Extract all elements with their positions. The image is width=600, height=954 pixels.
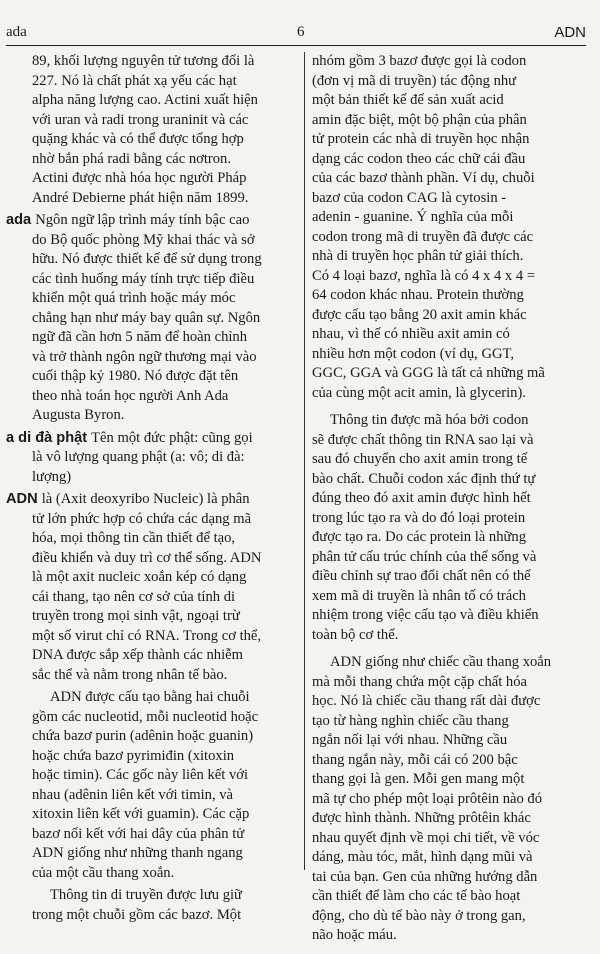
- text-line: điều khiển và duy trì cơ thể sống. ADN: [32, 549, 262, 566]
- text-line: não hoặc máu.: [312, 927, 397, 943]
- text-line: mà mỗi thang chứa một cặp chất hóa: [312, 673, 527, 690]
- header-rule: [6, 45, 586, 46]
- continued-entry-actini: [6, 52, 298, 208]
- dictionary-entry: [6, 429, 298, 488]
- text-line: với uran và radi trong uraninit và các: [32, 111, 249, 128]
- text-line: đúng theo đó axit amin được hình hết: [312, 490, 531, 506]
- text-line: alpha năng lượng cao. Actini xuất hiện: [32, 92, 258, 108]
- paragraph: [312, 411, 588, 645]
- text-line: nhau (adênin liên kết với timin, và: [32, 786, 234, 803]
- text-line: tử protein các nhà di truyền học nhận: [312, 131, 530, 147]
- text-line: truyền trong mọi sinh vật, ngoại trừ: [32, 608, 240, 624]
- entry-first-line: a di đà phật Tên một đức phật: cũng gọi: [6, 429, 253, 446]
- text-line: hóa, mọi thông tin cần thiết để tạo,: [32, 530, 236, 546]
- text-line: một bản thiết kế để sản xuất acid: [312, 92, 504, 108]
- text-line: và trở thành ngôn ngữ thương mại vào: [32, 348, 257, 365]
- text-line: được tạo ra. Do các protein là những: [312, 529, 526, 545]
- text-line: ADN giống như những thanh ngang: [32, 845, 243, 861]
- text-line: là vô lượng quang phật (a: vô; di đà:: [32, 449, 245, 465]
- text-line: dạng các codon theo các chữ cái đầu: [312, 150, 526, 167]
- text-line: nhóm gồm 3 bazơ được gọi là codon: [312, 53, 527, 69]
- text-line: 89, khối lượng nguyên tử tương đối là: [32, 53, 255, 69]
- text-line: sắc thể và nằm trong nhân tế bào.: [32, 666, 228, 683]
- text-line: thang gọi là gen. Mỗi gen mang một: [312, 771, 525, 787]
- text-line: trong một chuỗi gồm các bazơ. Một: [32, 906, 242, 923]
- header-first-entry: ada: [6, 24, 27, 40]
- text-line: nhiều hơn một codon (ví dụ, GGT,: [312, 345, 515, 362]
- text-line: toàn bộ cơ thể.: [312, 626, 399, 643]
- text-line: lượng): [32, 468, 72, 485]
- text-line: nhiệm trong việc cấu tạo và điều khiển: [312, 607, 539, 623]
- text-line: ngắn nối lại với nhau. Những cầu: [312, 732, 508, 748]
- entry-headword: ADN: [6, 491, 42, 507]
- text-line: khiển một quá trình hoặc máy móc: [32, 290, 236, 306]
- text-line: quặng khác và có thể được tổng hợp: [32, 131, 244, 147]
- text-line: cần thiết để làm cho các tế bào hoạt: [312, 888, 521, 904]
- dictionary-entry: [6, 490, 298, 685]
- text-line: DNA được sắp xếp thành các nhiễm: [32, 647, 243, 663]
- text-line: 227. Nó là chất phát xạ yếu các hạt: [32, 72, 237, 89]
- text-line: chứa bazơ purin (adênin hoặc guanin): [32, 728, 254, 744]
- text-line: Augusta Byron.: [32, 407, 125, 423]
- text-line: của các bazơ thành phần. Ví dụ, chuỗi: [312, 170, 535, 186]
- text-line: bazơ của codon CAG là cytosin -: [312, 189, 507, 206]
- text-line: của một cầu thang xoắn.: [32, 864, 175, 881]
- paragraph: [312, 52, 588, 403]
- text-line: gồm các nucleotid, mỗi nucleotid hoặc: [32, 708, 259, 725]
- text-line: theo nhà toán học người Anh Ada: [32, 387, 229, 404]
- text-line: amin đặc biệt, một bộ phận của phân: [312, 111, 527, 128]
- text-line: hoặc timin). Các gốc này liên kết với: [32, 767, 249, 783]
- text-line: Thông tin di truyền được lưu giữ: [50, 887, 242, 903]
- text-line: điều chỉnh sự trao đổi chất nên có thể: [312, 568, 531, 584]
- running-header: [6, 24, 586, 44]
- text-line: hữu. Nó được thiết kế để sử dụng trong: [32, 251, 262, 267]
- text-line: do Bộ quốc phòng Mỹ khai thác và sở: [32, 231, 255, 248]
- text-line: một số virut chỉ có RNA. Trong cơ thể,: [32, 627, 262, 644]
- text-line: xem mã di truyền là nhân tố có trách: [312, 587, 526, 604]
- entry-headword: a di đà phật: [6, 429, 92, 446]
- text-line: 64 codon khác nhau. Protein thường: [312, 287, 524, 303]
- entry-first-line: ada Ngôn ngữ lập trình máy tính bậc cao: [6, 212, 250, 228]
- entry-first-line: ADN là (Axit deoxyribo Nucleic) là phân: [6, 491, 250, 507]
- text-line: nhờ bắn phá radi bằng các nơtron.: [32, 150, 232, 167]
- text-line: học. Nó là chiếc cầu thang rất dài được: [312, 693, 541, 709]
- text-line: phân tử cấu trúc chính của thể sống và: [312, 548, 537, 565]
- text-line: Thông tin được mã hóa bởi codon: [330, 412, 529, 428]
- text-line: adenin - guanine. Ý nghĩa của mỗi: [312, 209, 514, 225]
- text-line: GGC, GGA và GGG là tất cả những mã: [312, 365, 545, 381]
- paragraph: [6, 688, 298, 883]
- text-line: sau đó chuyển cho axit amin trong tế: [312, 451, 528, 467]
- text-line: động, cho dù tế bào này ở trong gan,: [312, 907, 526, 924]
- text-line: cái thang, tạo nên cơ sở của tính di: [32, 588, 236, 605]
- text-line: các tình huống máy tính trực tiếp điều: [32, 270, 255, 287]
- text-line: trong lúc tạo ra và do đó loại protein: [312, 509, 526, 526]
- text-line: chẳng hạn như máy bay quân sự. Ngôn: [32, 309, 261, 326]
- text-line: bazơ nối kết với hai dây của phân tử: [32, 825, 245, 842]
- text-line: thang ngắn này, mỗi cái có 200 bậc: [312, 751, 518, 768]
- text-line: cuối thập kỷ 1980. Nó được đặt tên: [32, 368, 239, 384]
- text-line: Có 4 loại bazơ, nghĩa là có 4 x 4 x 4 =: [312, 267, 536, 284]
- text-line: tử lớn phức hợp có chứa các dạng mã: [32, 510, 252, 527]
- text-line: Actini được nhà hóa học người Pháp: [32, 170, 247, 186]
- text-line: ngữ đã cần hơn 5 năm để hoàn chỉnh: [32, 329, 248, 345]
- text-line: ADN giống như chiếc cầu thang xoắn: [330, 654, 552, 670]
- text-line: là một axit nucleic xoắn kép có dạng: [32, 569, 247, 585]
- text-line: mã tự cho phép một loại prôtêin nào đó: [312, 790, 543, 807]
- text-line: nhau, vì thế có nhiều axit amin có: [312, 326, 510, 342]
- text-line: dáng, màu tóc, mắt, hình dạng mũi và: [312, 849, 533, 865]
- text-line: sẽ được chất thông tin RNA sao lại và: [312, 431, 534, 448]
- text-line: hoặc chứa bazơ pyrimiđin (xitoxin: [32, 747, 235, 764]
- text-line: được cấu tạo bằng 20 axit amin khác: [312, 306, 527, 323]
- text-line: của cùng một acit amin, là glycerin).: [312, 384, 526, 401]
- text-line: André Debierne phát hiện năm 1899.: [32, 189, 249, 206]
- dictionary-entry: [6, 211, 298, 426]
- text-line: tai của bạn. Gen của những hướng dẫn: [312, 868, 538, 885]
- text-line: tạo từ hàng nghìn chiếc cầu thang: [312, 712, 509, 729]
- header-last-entry: ADN: [554, 24, 586, 41]
- text-line: bào chất. Chuỗi codon xác định thứ tự: [312, 470, 536, 487]
- text-line: xitoxin liên kết với guamin). Các cặp: [32, 806, 250, 822]
- text-line: (đơn vị mã di truyền) tác động như: [312, 72, 517, 89]
- text-line: được hình thành. Những prôtêin khác: [312, 810, 531, 826]
- column-divider: [304, 52, 305, 870]
- entry-headword: ada: [6, 212, 36, 228]
- paragraph: [312, 653, 588, 946]
- text-line: nhà di truyền học phân tử giải thích.: [312, 248, 524, 264]
- text-line: codon trong mã di truyền đã được các: [312, 228, 534, 245]
- paragraph: [6, 886, 298, 925]
- right-column: [312, 52, 588, 954]
- left-column: [6, 52, 298, 928]
- text-line: ADN được cấu tạo bằng hai chuỗi: [50, 689, 250, 705]
- page-number: 6: [297, 24, 305, 40]
- text-line: nhau quyết định về mọi chi tiết, về vóc: [312, 829, 540, 846]
